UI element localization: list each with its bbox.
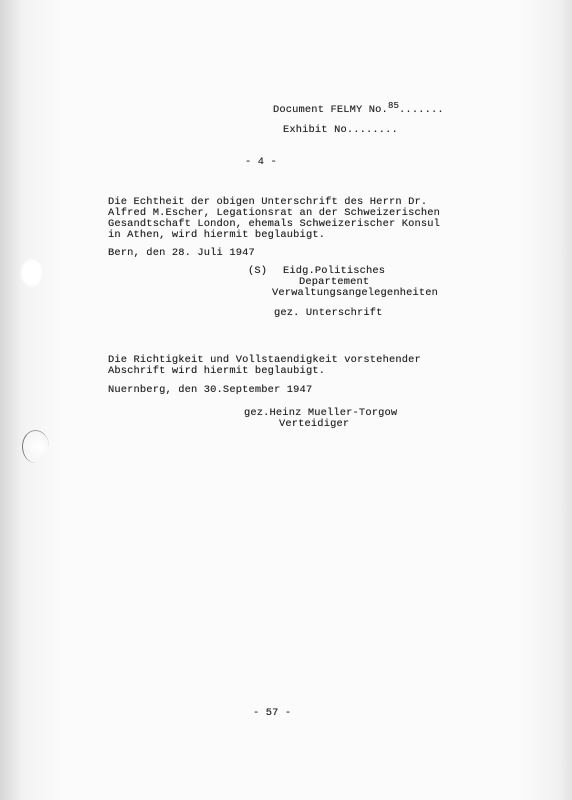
punch-hole [20,258,42,288]
page-number: - 57 - [253,707,292,719]
certification-text-line: in Athen, wird hiermit beglaubigt. [108,229,326,241]
document-number: 85 [387,101,400,111]
document-label: Document FELMY No. [273,104,388,116]
place-date: Bern, den 28. Juli 1947 [108,247,255,259]
place-date: Nuernberg, den 30.September 1947 [108,384,313,396]
punch-hole [22,430,49,463]
certification-text-line: Abschrift wird hiermit beglaubigt. [108,365,326,377]
certification-text-line: Alfred M.Escher, Legationsrat an der Schweizerischen [108,207,441,219]
page-marker: - 4 - [245,156,277,168]
authority-line: Departement [299,276,370,288]
document-dots: ....... [399,104,444,116]
signer-role: Verteidiger [279,418,350,430]
exhibit-line: Exhibit No........ [283,124,398,136]
seal-mark: (S) [248,265,268,277]
certification-text-line: Die Richtigkeit und Vollstaendigkeit vorstehender [108,354,421,366]
certification-text-line: Gesandtschaft London, ehemals Schweizerischer Konsul [108,218,441,230]
authority-line: Verwaltungsangelegenheiten [272,287,439,299]
signature: gez.Heinz Mueller-Torgow [244,407,398,419]
authority-line: Eidg.Politisches [283,265,386,277]
document-number-line [273,101,444,116]
certification-text-line: Die Echtheit der obigen Unterschrift des Herrn Dr. [108,196,428,208]
signature: gez. Unterschrift [274,307,383,319]
